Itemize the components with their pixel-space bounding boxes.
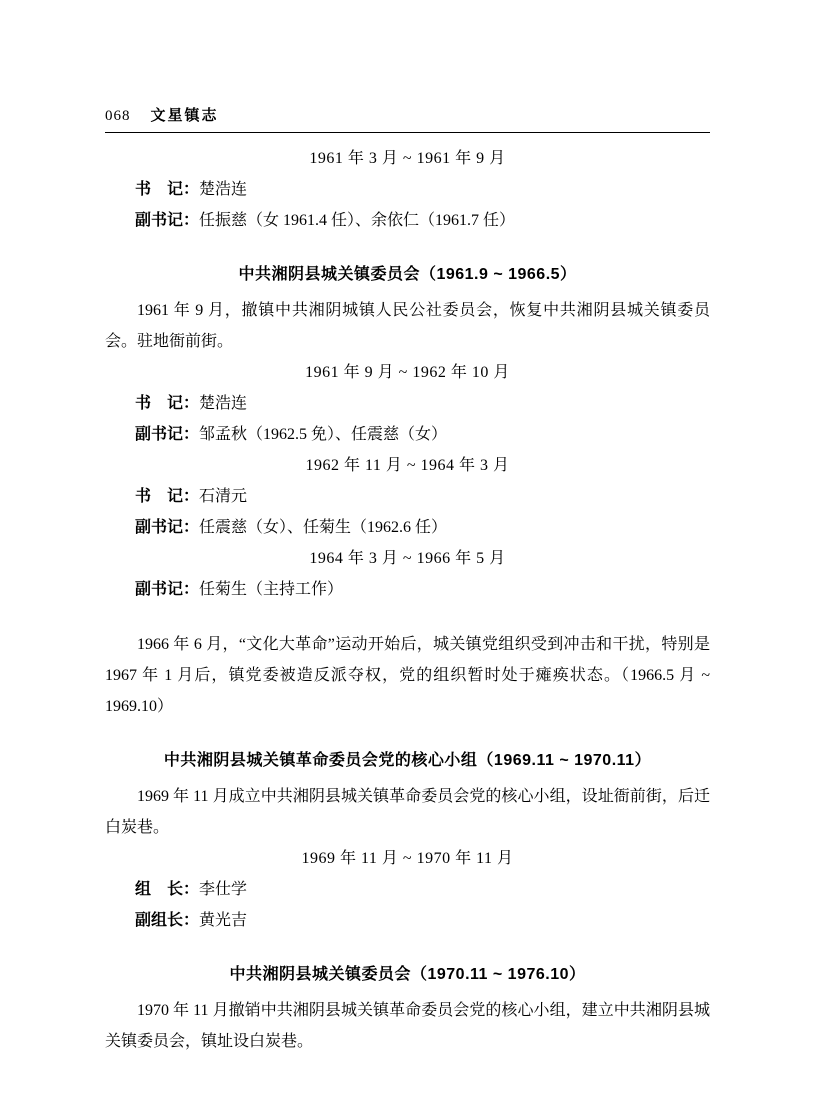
role-line — [105, 574, 710, 605]
role-line — [105, 388, 710, 419]
role-value: 楚浩连 — [199, 395, 248, 412]
period-line: 1961 年 3 月 ~ 1961 年 9 月 — [309, 150, 506, 167]
role-line — [105, 905, 710, 936]
role-line — [105, 205, 710, 236]
role-label: 副书记： — [135, 212, 200, 229]
role-value: 邹孟秋（1962.5 免）、任震慈（女） — [199, 426, 448, 443]
section-heading: 中共湘阴县城关镇委员会（1970.11 ~ 1976.10） — [229, 966, 586, 983]
role-label: 书 记： — [135, 395, 200, 412]
role-value: 楚浩连 — [199, 181, 248, 198]
page-header — [105, 104, 710, 133]
page-content — [105, 143, 710, 1057]
page-number: 068 — [105, 108, 131, 124]
paragraph: 1969 年 11 月成立中共湘阴县城关镇革命委员会党的核心小组，设址衙前街，后迁白炭巷。 — [105, 788, 710, 836]
period-line: 1961 年 9 月 ~ 1962 年 10 月 — [305, 364, 510, 381]
role-label: 副书记： — [135, 519, 200, 536]
period-line: 1964 年 3 月 ~ 1966 年 5 月 — [309, 550, 506, 567]
role-line — [105, 874, 710, 905]
role-value: 任震慈（女）、任菊生（1962.6 任） — [199, 519, 448, 536]
paragraph: 1966 年 6 月，“文化大革命”运动开始后，城关镇党组织受到冲击和干扰，特别是 1967 年 1 月后，镇党委被造反派夺权，党的组织暂时处于瘫痪状态。（1966.5 月 ~ 1969.10） — [105, 636, 710, 715]
role-value: 黄光吉 — [199, 912, 248, 929]
role-label: 组 长： — [135, 881, 200, 898]
role-label: 副书记： — [135, 581, 200, 598]
period-line: 1969 年 11 月 ~ 1970 年 11 月 — [301, 850, 514, 867]
role-label: 副组长： — [135, 912, 200, 929]
period-line: 1962 年 11 月 ~ 1964 年 3 月 — [305, 457, 510, 474]
section-heading: 中共湘阴县城关镇革命委员会党的核心小组（1969.11 ~ 1970.11） — [163, 752, 652, 769]
role-value: 任菊生（主持工作） — [199, 581, 344, 598]
book-title: 文星镇志 — [150, 107, 219, 124]
role-label: 副书记： — [135, 426, 200, 443]
role-value: 任振慈（女 1961.4 任）、余依仁（1961.7 任） — [199, 212, 516, 229]
paragraph: 1961 年 9 月，撤镇中共湘阴城镇人民公社委员会，恢复中共湘阴县城关镇委员会。驻地衙前街。 — [105, 302, 710, 350]
role-line — [105, 481, 710, 512]
role-line — [105, 419, 710, 450]
section-heading: 中共湘阴县城关镇委员会（1961.9 ~ 1966.5） — [238, 266, 577, 283]
role-label: 书 记： — [135, 181, 200, 198]
role-value: 石清元 — [199, 488, 248, 505]
role-line — [105, 174, 710, 205]
role-line — [105, 512, 710, 543]
role-label: 书 记： — [135, 488, 200, 505]
role-value: 李仕学 — [199, 881, 248, 898]
paragraph: 1970 年 11 月撤销中共湘阴县城关镇革命委员会党的核心小组，建立中共湘阴县城关镇委员会，镇址设白炭巷。 — [105, 1002, 710, 1050]
